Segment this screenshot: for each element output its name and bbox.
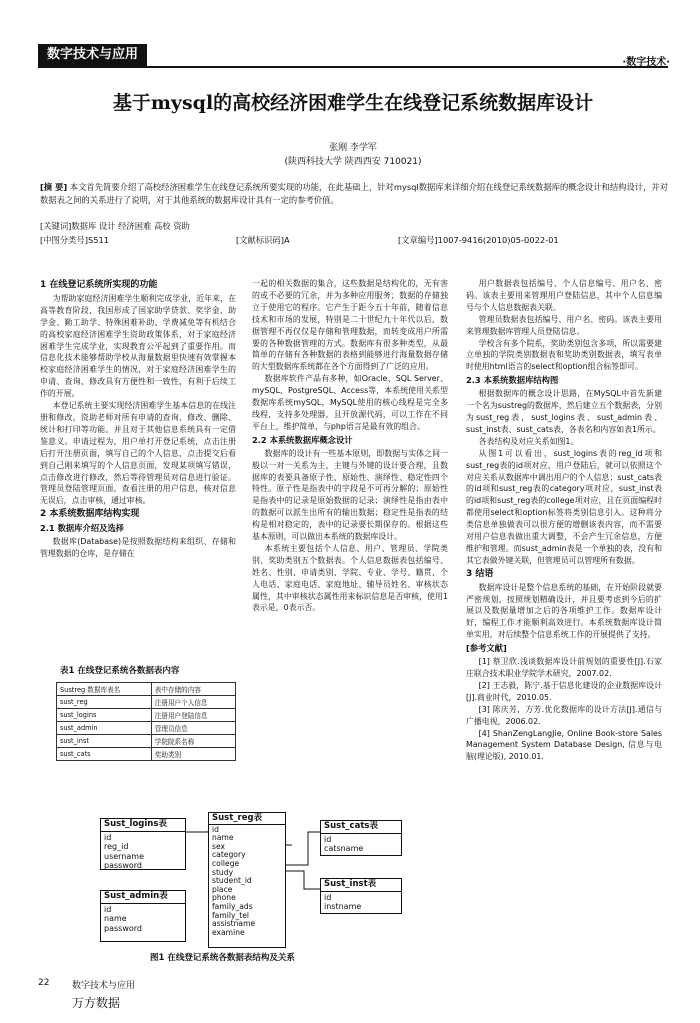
paragraph: 数据库的设计有一些基本原则，即数据与实体之间一般以一对一关系为主，主键与外键的设计要合理，且数据库的表要具备原子性、原始性、演绎性、稳定性四个特性。原子性是指表中的字段是不可再分解的；原始性是指表中的记录是原始数据的记录；演绎性是指由表中的数据可以派生出所有的输出数据；稳定性是指表的结构是相对稳定的，表中的记录要长期保存的。根据这些基本原则，可以做出本系统的数据库设计。 (252, 448, 448, 542)
table-cell: Sustreg 数据库表名 (57, 683, 152, 696)
box-field: name (104, 914, 127, 923)
sust-inst-table-box (320, 878, 402, 914)
subsection-heading-2-2: 2.2 本系统数据库概念设计 (252, 434, 353, 445)
abstract (40, 181, 668, 207)
sust-reg-table-box (208, 812, 286, 948)
table-cell: sust_reg (57, 696, 152, 709)
relation-line (286, 871, 320, 889)
figure-1 (98, 812, 450, 948)
table-cell: sust_cats (57, 748, 152, 761)
box-title: Sust_inst表 (321, 880, 401, 892)
table-row (57, 722, 236, 735)
sust-admin-table-box (100, 890, 186, 942)
figure-caption: 图1 在线登记系统各数据表结构及关系 (150, 953, 295, 963)
keywords-label: [关键词] (40, 221, 72, 231)
section-heading-2: 2 本系统数据库结构实现 (40, 509, 140, 520)
table-row (57, 735, 236, 748)
box-title: Sust_admin表 (101, 892, 185, 904)
table-cell: 奖助类别 (151, 748, 235, 761)
box-field: reg_id (104, 842, 129, 851)
paragraph: 为帮助家庭经济困难学生顺利完成学业，近年来，在高等教育阶段，我国形成了国家助学贷款、奖学金、助学金、勤工助学、特殊困难补助、学费减免等有机结合的高校家庭经济困难学生资助政策体系，对于家庭经济困难学生完成学业，实现教育公平起到了重要作用。而信息化技术能够帮助学校从海量数据里快速有效掌握本校家庭经济困难学生的情况，对于家庭经济困难学生的申请、查询、修改具有方便性和一致性，有利于后续工作的开展。 (40, 293, 236, 399)
article-title: 基于mysql的高校经济困难学生在线登记系统数据库设计 (112, 92, 594, 114)
header-right-label: ·数字技术· (622, 57, 670, 68)
reference-item: [1] 蔡卫欣.浅谈数据库设计前规划的重要性[J].石家庄联合技术职业学院学术研究，2007.02. (466, 657, 662, 678)
table-cell: sust_admin (57, 722, 152, 735)
box-field: college (212, 858, 240, 868)
box-title: Sust_cats表 (321, 822, 401, 834)
references-heading: [参考文献] (466, 643, 507, 654)
paragraph: 本系统主要包括个人信息、用户、管理员、学院类别、奖助类别五个数据表。个人信息数据表包括编号、姓名、性别、申请类别、学院、专业、学号、籍贯、个人电话、家庭电话、家庭地址、辅导员姓名、审核状态属性，其中审核状态属性用来标识信息是否审核，使用1表示是，0表示否。 (252, 543, 448, 613)
box-field: study (212, 867, 234, 877)
article-no (398, 234, 559, 247)
box-field: id (104, 832, 112, 842)
table-row (57, 748, 236, 761)
table-cell: sust_logins (57, 709, 152, 722)
box-field: catsname (324, 844, 364, 853)
clc-label: [中图分类号] (40, 235, 88, 245)
paragraph: 学校含有多个院系，奖助类别包含多项，所以需要建立单独的学院类别数据表和奖助类别数据表，填写表单时使用html语言的select和option组合标签即可。 (466, 338, 662, 372)
paragraph: 数据库软件产品有多种，如Oracle、SQL Server、mySQL、PostgreSQL、Access等，本系统使用关系型数据库系统mySQL，MySQL使用的核心线程是完全多线程，支持多处理器，且开放源代码，可以工作在不同平台上，维护简单，与php语言是最有效的组合。 (252, 374, 448, 431)
doc-code-value: A (283, 235, 290, 245)
section-heading-1: 1 在线登记系统所实现的功能 (40, 280, 158, 290)
box-title: Sust_reg表 (209, 814, 285, 825)
article-no-value: 1007-9416(2010)05-0022-01 (437, 235, 559, 245)
doc-code-label: [文献标识码] (236, 235, 284, 245)
column-1 (40, 278, 236, 560)
subsection-heading-2-3: 2.3 本系统数据库结构图 (466, 375, 559, 386)
box-field: assistname (212, 919, 256, 929)
box-field: sex (212, 841, 225, 851)
footer-brand: 万方数据 (72, 996, 121, 1010)
table-cell: 注册用户登陆信息 (151, 709, 235, 722)
paragraph: 本登记系统主要实现经济困难学生基本信息的在线注册和修改，资助老师对所有申请的查询、修改、删除、统计和打印等功能。并且对于其他信息系统具有一定借鉴意义。申请过程为，用户单打开登记系统，点击注册后打开注册页面，填写自己的个人信息，点击提交后看到自己刚来填写的个人信息页面，发现某项填写错误，点击修改进行修改，然后等待管理员对信息进行验证。管理员登陆管理页面，查看注册的用户信息，核对信息无误后，点击审核，通过审核。 (40, 401, 236, 506)
clc-value: S511 (87, 235, 110, 245)
box-field: id (212, 824, 219, 834)
table-row (57, 696, 236, 709)
sust-logins-table-box (100, 818, 186, 870)
column-2 (252, 278, 448, 614)
box-field: phone (212, 893, 236, 903)
relation-line (286, 832, 320, 865)
abstract-label: [摘 要] (40, 182, 68, 192)
table-cell: 表中存储的内容 (151, 683, 235, 696)
keywords-line (40, 220, 668, 233)
section-tag: 数字技术与应用 (38, 44, 147, 66)
reference-item: [3] 陈庆芳，方芳.优化数据库的设计方法[J].通信与广播电视，2006.02. (466, 704, 662, 726)
box-field: category (212, 850, 246, 860)
paragraph: 根据数据库的概念设计思路，在MySQL中首先新建一个名为sustreg的数据库，然后建立五个数据表，分别为sust_reg表，sust_logins表、sust_admin表、sust_inst表、sust_cats表，各表名和内容如表1所示。 (466, 389, 662, 434)
box-field: student_id (212, 876, 252, 886)
box-field: id (104, 904, 112, 914)
table-row (57, 683, 236, 696)
paragraph: 从图1可以看出，sust_logins表的reg_id项和sust_reg表的id项对应，用户登陆后，就可以依照这个对应关系从数据库中调出用户的个人信息；sust_cats表的id项和sust_reg表的category项对应，sust_inst表的id项和sust_reg表的college项对应，且在页面编程时都使用select和option标签将类别信息引入。这种将分类信息单独做表可以很方便的增删该表内容，而不需要对用户信息表做出重大调整，不会产生冗余信息，方便维护和管理。而sust_admin表是一个单独的表，没有和其它表做外键关联，但管理员可以管理所有数据。 (466, 448, 662, 565)
paragraph: 用户数据表包括编号、个人信息编号、用户名、密码。该表主要用来管理用户登陆信息，其中个人信息编号与个人信息数据表关联。 (466, 279, 662, 312)
box-field: place (212, 884, 233, 894)
box-field: examine (212, 927, 245, 937)
box-field: username (104, 851, 144, 861)
paragraph: 一起的相关数据的集合，这些数据是结构化的，无有害的或不必要的冗余，并为多种应用服务；数据的存储独立于使用它的程序。它产生于距今五十年前，随着信息技术和市场的发展，特别是二十世纪九十年代以后，数据管理不再仅仅是存储和管理数据，而转变成用户所需要的各种数据管理的方式。数据库有很多种类型，从最简单的存储有各种数据的表格到能够进行海量数据存储的大型数据库系统都在各个方面得到了广泛的应用。 (252, 279, 448, 372)
box-field: password (104, 861, 142, 870)
paragraph: 管理员数据表包括编号、用户名、密码。该表主要用来管理数据库管理人员登陆信息。 (466, 314, 662, 336)
table-cell: 管理员信息 (151, 722, 235, 735)
page-number: 22 (38, 978, 50, 988)
doc-code (236, 234, 290, 247)
affiliation: (陕西科技大学 陕西西安 710021) (284, 157, 422, 167)
table-cell: 注册用户个人信息 (151, 696, 235, 709)
paragraph: 数据库(Database)是按照数据结构来组织、存储和管理数据的仓库，是存储在 (40, 537, 236, 558)
paragraph: 数据库设计是整个信息系统的基础，在开始阶段就要严密规划，按照规划精确设计，并且要考虑到今后的扩展以及数据量增加之后的各项维护工作。数据库设计好，编程工作才能顺利高效进行。本系统数据库设计简单实用，对后续整个信息系统工作的开展提供了支持。 (466, 582, 662, 640)
clc (40, 234, 109, 247)
table-1 (56, 682, 236, 761)
authors: 张刚 李学军 (329, 143, 377, 153)
subsection-heading-2-1: 2.1 数据库介绍及选择 (40, 523, 124, 534)
box-field: password (104, 923, 142, 933)
paragraph: 各表结构及对应关系如图1。 (478, 436, 579, 446)
box-field: id (324, 892, 332, 902)
box-field: name (212, 833, 234, 843)
section-heading-3: 3 结语 (466, 568, 494, 579)
box-field: instname (324, 902, 362, 911)
box-title: Sust_logins表 (101, 820, 185, 832)
table-cell: sust_inst (57, 735, 152, 748)
reference-item: [2] 王志毅，陈宁.基于信息化建设的企业数据库设计[J].商业时代，2010.05. (466, 680, 662, 702)
abstract-text: 本文首先简要介绍了高校经济困难学生在线登记系统所要实现的功能，在此基础上，针对mysql数据库来详细介绍在线登记系统数据库的概念设计和结构设计，并对数据表之间的关系进行了说明，对于其他系统的数据库设计具有一定的参考价值。 (40, 182, 668, 205)
footer-journal: 数字技术与应用 (72, 981, 136, 991)
reference-item: [4] ShanZengLangJie, Online Book-store Sales Management System Database Design, 信息与电脑(理论版), 2010.01. (466, 728, 662, 762)
table-caption: 表1 在线登记系统各数据表内容 (60, 666, 180, 676)
column-3 (466, 278, 662, 763)
article-no-label: [文章编号] (398, 235, 438, 245)
keywords: 数据库 设计 经济困难 高校 资助 (71, 221, 190, 231)
table-row (57, 709, 236, 722)
box-field: id (324, 834, 332, 844)
box-field: family_tel (212, 910, 249, 920)
table-cell: 学院院系名称 (151, 735, 235, 748)
box-field: family_ads (212, 901, 253, 911)
sust-cats-table-box (320, 820, 402, 856)
